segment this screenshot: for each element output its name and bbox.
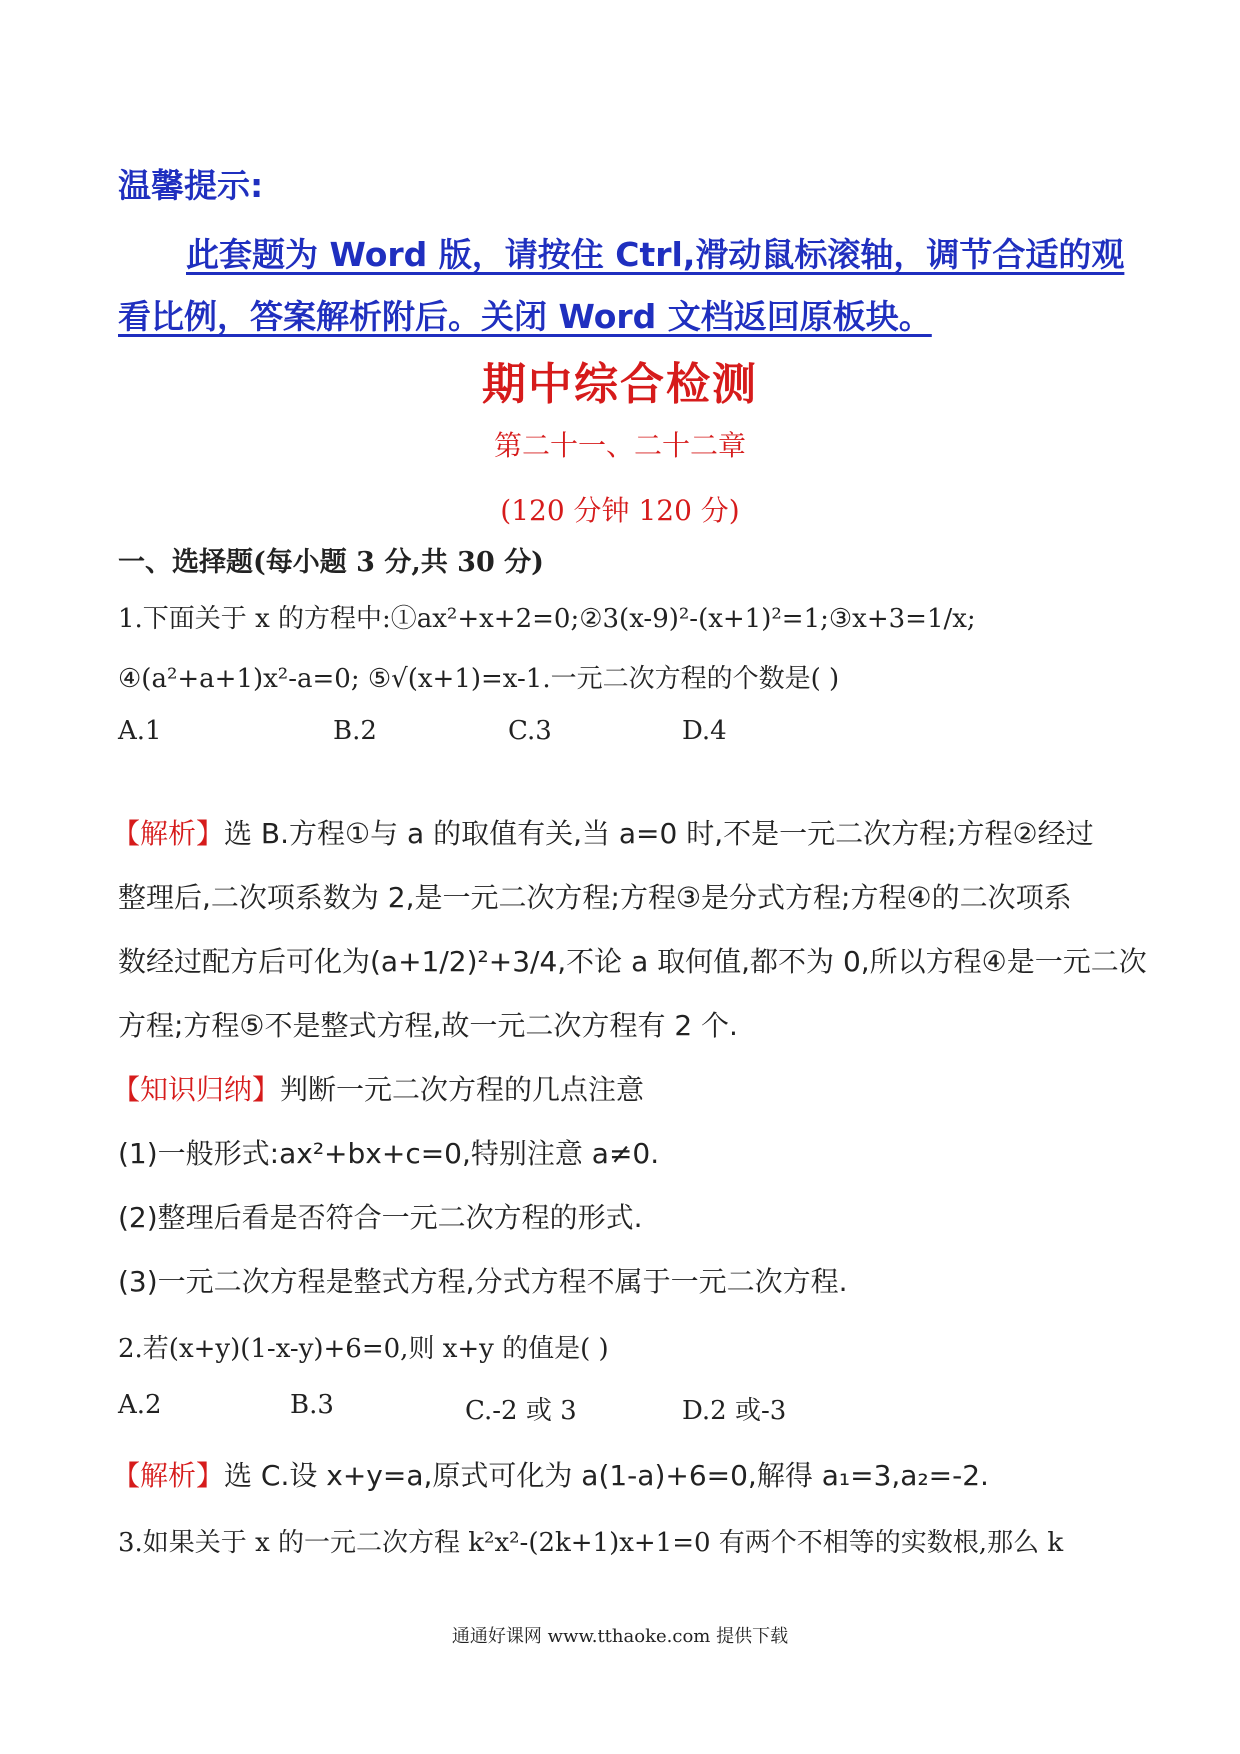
page-footer[interactable]: 通通好课网 www.tthaoke.com 提供下载 bbox=[451, 1626, 789, 1647]
knowledge-title: 判断一元二次方程的几点注意 bbox=[280, 1073, 645, 1106]
document-subtitle: 第二十一、二十二章 bbox=[493, 429, 746, 462]
q1-analysis-line-3: 数经过配方后可化为(a+1/2)²+3/4,不论 a 取何值,都不为 0,所以方程④是一元二次 bbox=[118, 945, 1147, 978]
document-time-score: (120 分钟 120 分) bbox=[500, 494, 740, 527]
q1-analysis-line-1 bbox=[112, 812, 1094, 852]
analysis-tag: 【解析】 bbox=[112, 1459, 225, 1492]
q1-analysis-line-2: 整理后,二次项系数为 2,是一元二次方程;方程③是分式方程;方程④的二次项系 bbox=[118, 881, 1072, 914]
q2-option-a: A.2 bbox=[118, 1390, 162, 1420]
document-title: 期中综合检测 bbox=[482, 359, 758, 410]
knowledge-tag: 【知识归纳】 bbox=[112, 1073, 281, 1106]
question-2: 2.若(x+y)(1-x-y)+6=0,则 x+y 的值是( ) bbox=[118, 1334, 609, 1364]
question-1-line-2: ④(a²+a+1)x²-a=0; ⑤√(x+1)=x-1.一元二次方程的个数是( ) bbox=[118, 664, 840, 694]
tip-body[interactable] bbox=[118, 224, 1128, 348]
q1-analysis-line-4: 方程;方程⑤不是整式方程,故一元二次方程有 2 个. bbox=[118, 1009, 738, 1042]
tip-body-text: 此套题为 Word 版，请按住 Ctrl,滑动鼠标滚轴，调节合适的观看比例，答案解析附后。关闭 Word 文档返回原板块。 bbox=[118, 235, 1125, 336]
knowledge-heading bbox=[112, 1068, 644, 1108]
question-3: 3.如果关于 x 的一元二次方程 k²x²-(2k+1)x+1=0 有两个不相等的实数根,那么 k bbox=[118, 1528, 1064, 1558]
question-1-line-1: 1.下面关于 x 的方程中:①ax²+x+2=0;②3(x-9)²-(x+1)²=1;③x+3=1/x; bbox=[118, 604, 976, 634]
section-heading: 一、选择题(每小题 3 分,共 30 分) bbox=[118, 547, 544, 578]
tip-title: 温馨提示: bbox=[118, 166, 264, 205]
q2-analysis bbox=[112, 1454, 989, 1494]
q1-option-d: D.4 bbox=[682, 716, 727, 746]
q1-option-c: C.3 bbox=[508, 716, 552, 746]
knowledge-point-1: (1)一般形式:ax²+bx+c=0,特别注意 a≠0. bbox=[118, 1137, 660, 1170]
q1-option-a: A.1 bbox=[118, 716, 162, 746]
knowledge-point-2: (2)整理后看是否符合一元二次方程的形式. bbox=[118, 1201, 643, 1234]
q2-option-b: B.3 bbox=[290, 1390, 334, 1420]
knowledge-point-3: (3)一元二次方程是整式方程,分式方程不属于一元二次方程. bbox=[118, 1265, 848, 1298]
q1-option-b: B.2 bbox=[333, 716, 377, 746]
analysis-text: 选 C.设 x+y=a,原式可化为 a(1-a)+6=0,解得 a₁=3,a₂=-2. bbox=[224, 1459, 989, 1492]
analysis-tag: 【解析】 bbox=[112, 817, 225, 850]
q2-option-c: C.-2 或 3 bbox=[465, 1396, 577, 1426]
q2-option-d: D.2 或-3 bbox=[682, 1396, 787, 1426]
analysis-text: 选 B.方程①与 a 的取值有关,当 a=0 时,不是一元二次方程;方程②经过 bbox=[224, 817, 1094, 850]
